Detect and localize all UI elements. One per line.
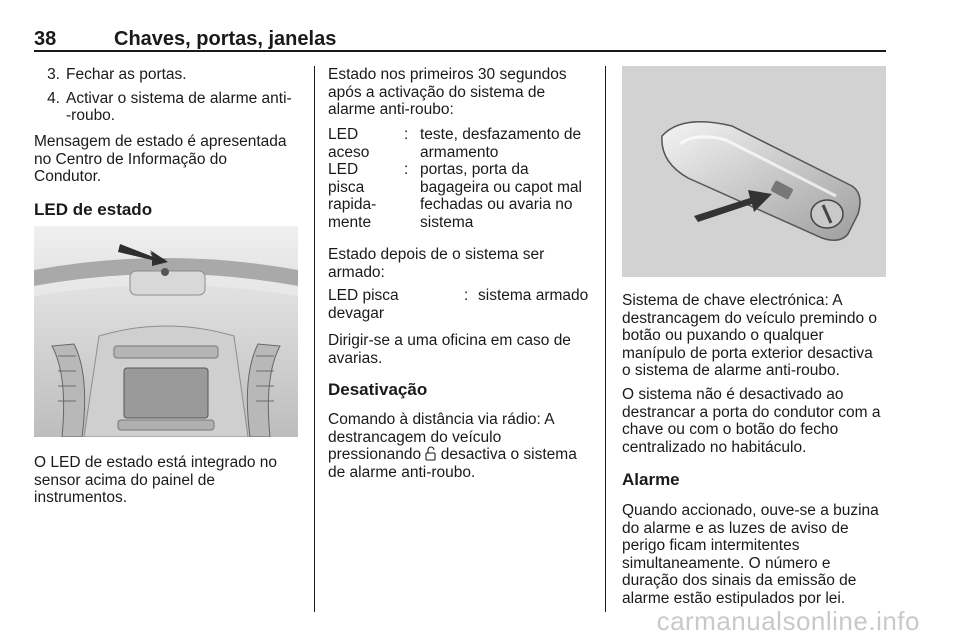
initial-status-table: LED aceso : teste, desfazamento de armamento LED pisca rapida- mente : portas, porta da bagageira ou capot mal fechadas ou avaria no sistema (328, 126, 596, 232)
step-3: 3. Fechar as portas. (47, 66, 187, 83)
desc-led-slow: sistema armado (478, 287, 589, 304)
term-led-on: LED aceso (328, 126, 370, 161)
unlock-icon (425, 446, 436, 461)
armed-status-table: LED pisca devagar : sistema armado (328, 287, 596, 322)
term-led-slow: LED pisca devagar (328, 287, 399, 322)
column-divider-2 (605, 66, 606, 612)
initial-status-intro: Estado nos primeiros 30 segundos após a activação do sistema de alarme anti-roubo: (328, 66, 567, 119)
repair-paragraph: Dirigir-se a uma oficina em caso de avarias. (328, 332, 571, 367)
remote-line-3: pressionando desactiva o sistema (328, 446, 577, 464)
watermark: carmanualsonline.info (656, 606, 920, 636)
page-number: 38 (34, 28, 57, 50)
door-handle-figure (622, 66, 886, 277)
armed-status-intro: Estado depois de o sistema ser armado: (328, 246, 545, 281)
desc-led-on: teste, desfazamento de armamento (420, 126, 582, 161)
not-deactivated-paragraph: O sistema não é desactivado ao destrancar a porta do condutor com a chave ou com o botão do fecho centralizado no habitáculo. (622, 386, 881, 456)
led-caption: O LED de estado está integrado no sensor acima do painel de instrumentos. (34, 454, 277, 507)
remote-paragraph: Comando à distância via rádio: A destrancagem do veículo pressionando desactiva o sistema de alarme anti-roubo. (328, 411, 598, 481)
led-status-heading: LED de estado (34, 200, 153, 219)
term-led-fast: LED pisca rapida- mente (328, 161, 377, 231)
dashboard-illustration (34, 226, 298, 437)
alarm-paragraph: Quando accionado, ouve-se a buzina do alarme e as luzes de aviso de perigo ficam intermitentes simultaneamente. O número e duração dos sinais da emissão de alarme estão estipulados por lei. (622, 502, 879, 607)
door-handle-illustration (622, 66, 886, 277)
status-message-paragraph: Mensagem de estado é apresentada no Centro de Informação do Condutor. (34, 133, 287, 186)
alarm-heading: Alarme (622, 470, 680, 489)
desc-led-fast: portas, porta da bagageira ou capot mal fechadas ou avaria no sistema (420, 161, 583, 231)
numbered-steps (34, 66, 304, 125)
electronic-key-paragraph: Sistema de chave electrónica: A destrancagem do veículo premindo o botão ou puxando o qualquer manípulo de porta exterior desactiva o sistema de alarme anti-roubo. (622, 292, 878, 380)
deactivation-heading: Desativação (328, 380, 428, 399)
step-4: 4. Activar o sistema de alarme anti- (47, 89, 292, 107)
step-4-continuation: -roubo. (66, 107, 116, 125)
header-rule (34, 50, 886, 52)
column-divider-1 (314, 66, 315, 612)
page-title: Chaves, portas, janelas (114, 28, 337, 50)
dashboard-led-figure (34, 226, 298, 437)
